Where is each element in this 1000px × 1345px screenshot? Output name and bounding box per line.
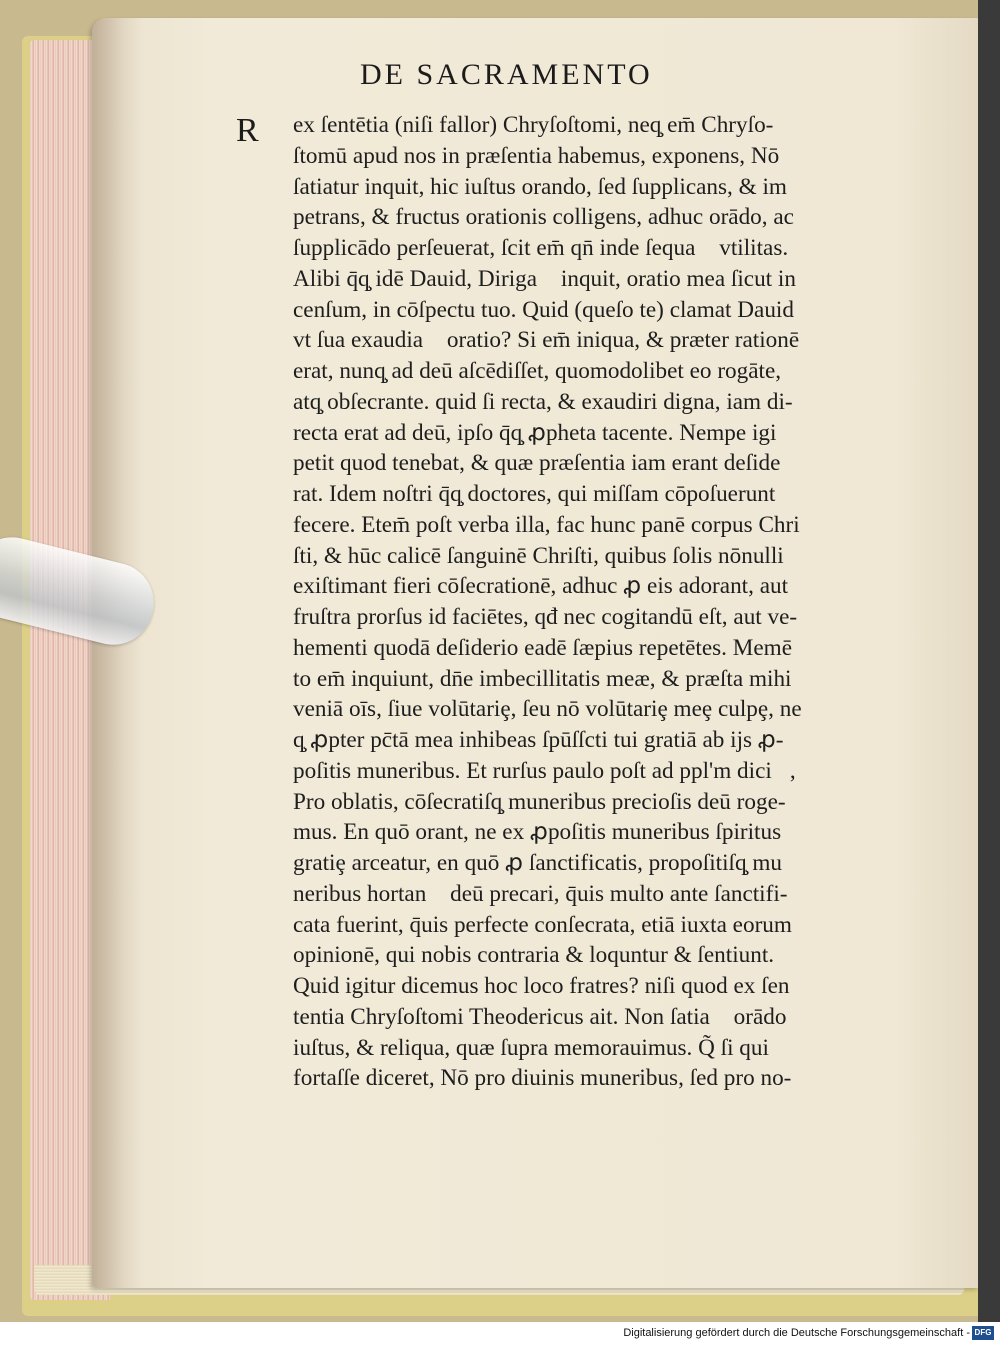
spine-shadow [92,18,142,1288]
text-line: ſatiatur inquit, hic iuſtus orando, ſed ſupplicans, & im [293,173,787,200]
text-line: ſupplicādo perſeuerat, ſcit em̄ qn̄ inde ſequaᷓ vtilitas. [293,235,789,261]
text-line: fortaſſe diceret, Nō pro diuinis muneribus, ſed pro no- [293,1065,792,1092]
text-line: to em̄ inquiunt, dn̄e imbecillitatis meæ, & præſta mihi [293,665,792,692]
text-line: cata fuerint, q̄uis perfecte conſecrata, etiā iuxta eorum [293,911,792,938]
text-line: Pro oblatis, cōſecratiſq̧ muneribus precioſis deū roge- [293,788,786,815]
text-line: iuſtus, & reliqua, quæ ſupra memorauimus. Q̃ ſi qui [293,1034,769,1061]
text-line: ſti, & hūc calicē ſanguinē Chriſti, quibus ſolis nōnulli [293,542,784,569]
text-line: Alibi q̄q̧ idē Dauid, Dirigaᷓ inquit, oratio mea ſicut in [293,265,796,292]
text-line: fecere. Etem̄ poſt verba illa, fac hunc panē corpus Chri [293,511,800,538]
text-line: erat, nunq̧ ad deū aſcēdiſſet, quomodolibet eo rogāte, [293,358,782,384]
text-line: petrans, & fructus orationis colligens, adhuc orādo, ac [293,204,794,231]
text-line: atq̧ obſecrante. quid ſi recta, & exaudiri digna, iam di- [293,388,793,415]
text-line: hementi quodā deſiderio eadē ſæpius repetētes. Memē [293,634,793,661]
text-line: petit quod tenebat, & quæ præſentia iam erant deſide [293,450,781,477]
text-line: fruſtra prorſus id faciētes, qđ nec cogitandū eſt, aut ve- [293,604,798,630]
text-line: tentia Chryſoſtomi Theodericus ait. Non ſatiaᷓ orādo [293,1003,787,1030]
text-line: exiſtimant fieri cōſecrationē, adhuc ꝓ eis adorant, aut [293,573,789,600]
text-line: neribus hortanᷓ deū precari, q̄uis multo ante ſanctifi- [293,880,788,907]
footer-credit: Digitalisierung gefördert durch die Deutsche Forschungsgemeinschaft - [623,1327,970,1339]
text-block [293,110,913,1094]
text-line: Quid igitur dicemus hoc loco fratres? niſi quod ex ſen [293,973,790,999]
text-line: q̧ ꝓpter pc̄tā mea inhibeas ſpūſſcti tui gratiā ab ijs ꝓ- [293,727,784,753]
footer-bar [0,1322,1000,1345]
text-line: recta erat ad deū, ipſo q̄q̧ ꝓpheta tacente. Nempe igiᷓ [293,419,795,446]
text-line: ſtomū apud nos in præſentia habemus, exponens, Nō [293,142,780,169]
dfg-logo: DFG [972,1326,994,1340]
text-line: gratiȩ arceatur, en quō ꝓ ſanctificatis, propoſitiſq̧ mu [293,850,782,876]
text-line: veniā oīs, ſiue volūtariȩ, ſeu nō volūtariȩ meȩ culpȩ, ne [293,696,802,723]
text-line: vt ſua exaudiaᷓ oratio? Si em̄ iniqua, & præter rationē [293,327,800,354]
text-line: opinionē, qui nobis contraria & loquntur & ſentiunt. [293,942,775,969]
scan-border [978,0,1000,1322]
text-line: ex ſentētia (niſi fallor) Chryſoſtomi, neq̧ em̄ Chryſo- [293,112,774,138]
initial-letter: R [236,112,259,149]
text-line: rat. Idem noſtri q̄q̧ doctores, qui miſſam cōpoſuerunt [293,481,776,507]
text-line: cenſum, in cōſpectu tuo. Quid (queſo te) clamat Dauid [293,296,794,323]
text-line: poſitis muneribus. Et rurſus paulo poſt ad ppl'm diciᷓ, [293,757,796,784]
running-head: DE SACRAMENTO [360,58,653,91]
text-line: mus. En quō orant, ne ex ꝓpoſitis muneribus ſpiritus [293,819,782,846]
